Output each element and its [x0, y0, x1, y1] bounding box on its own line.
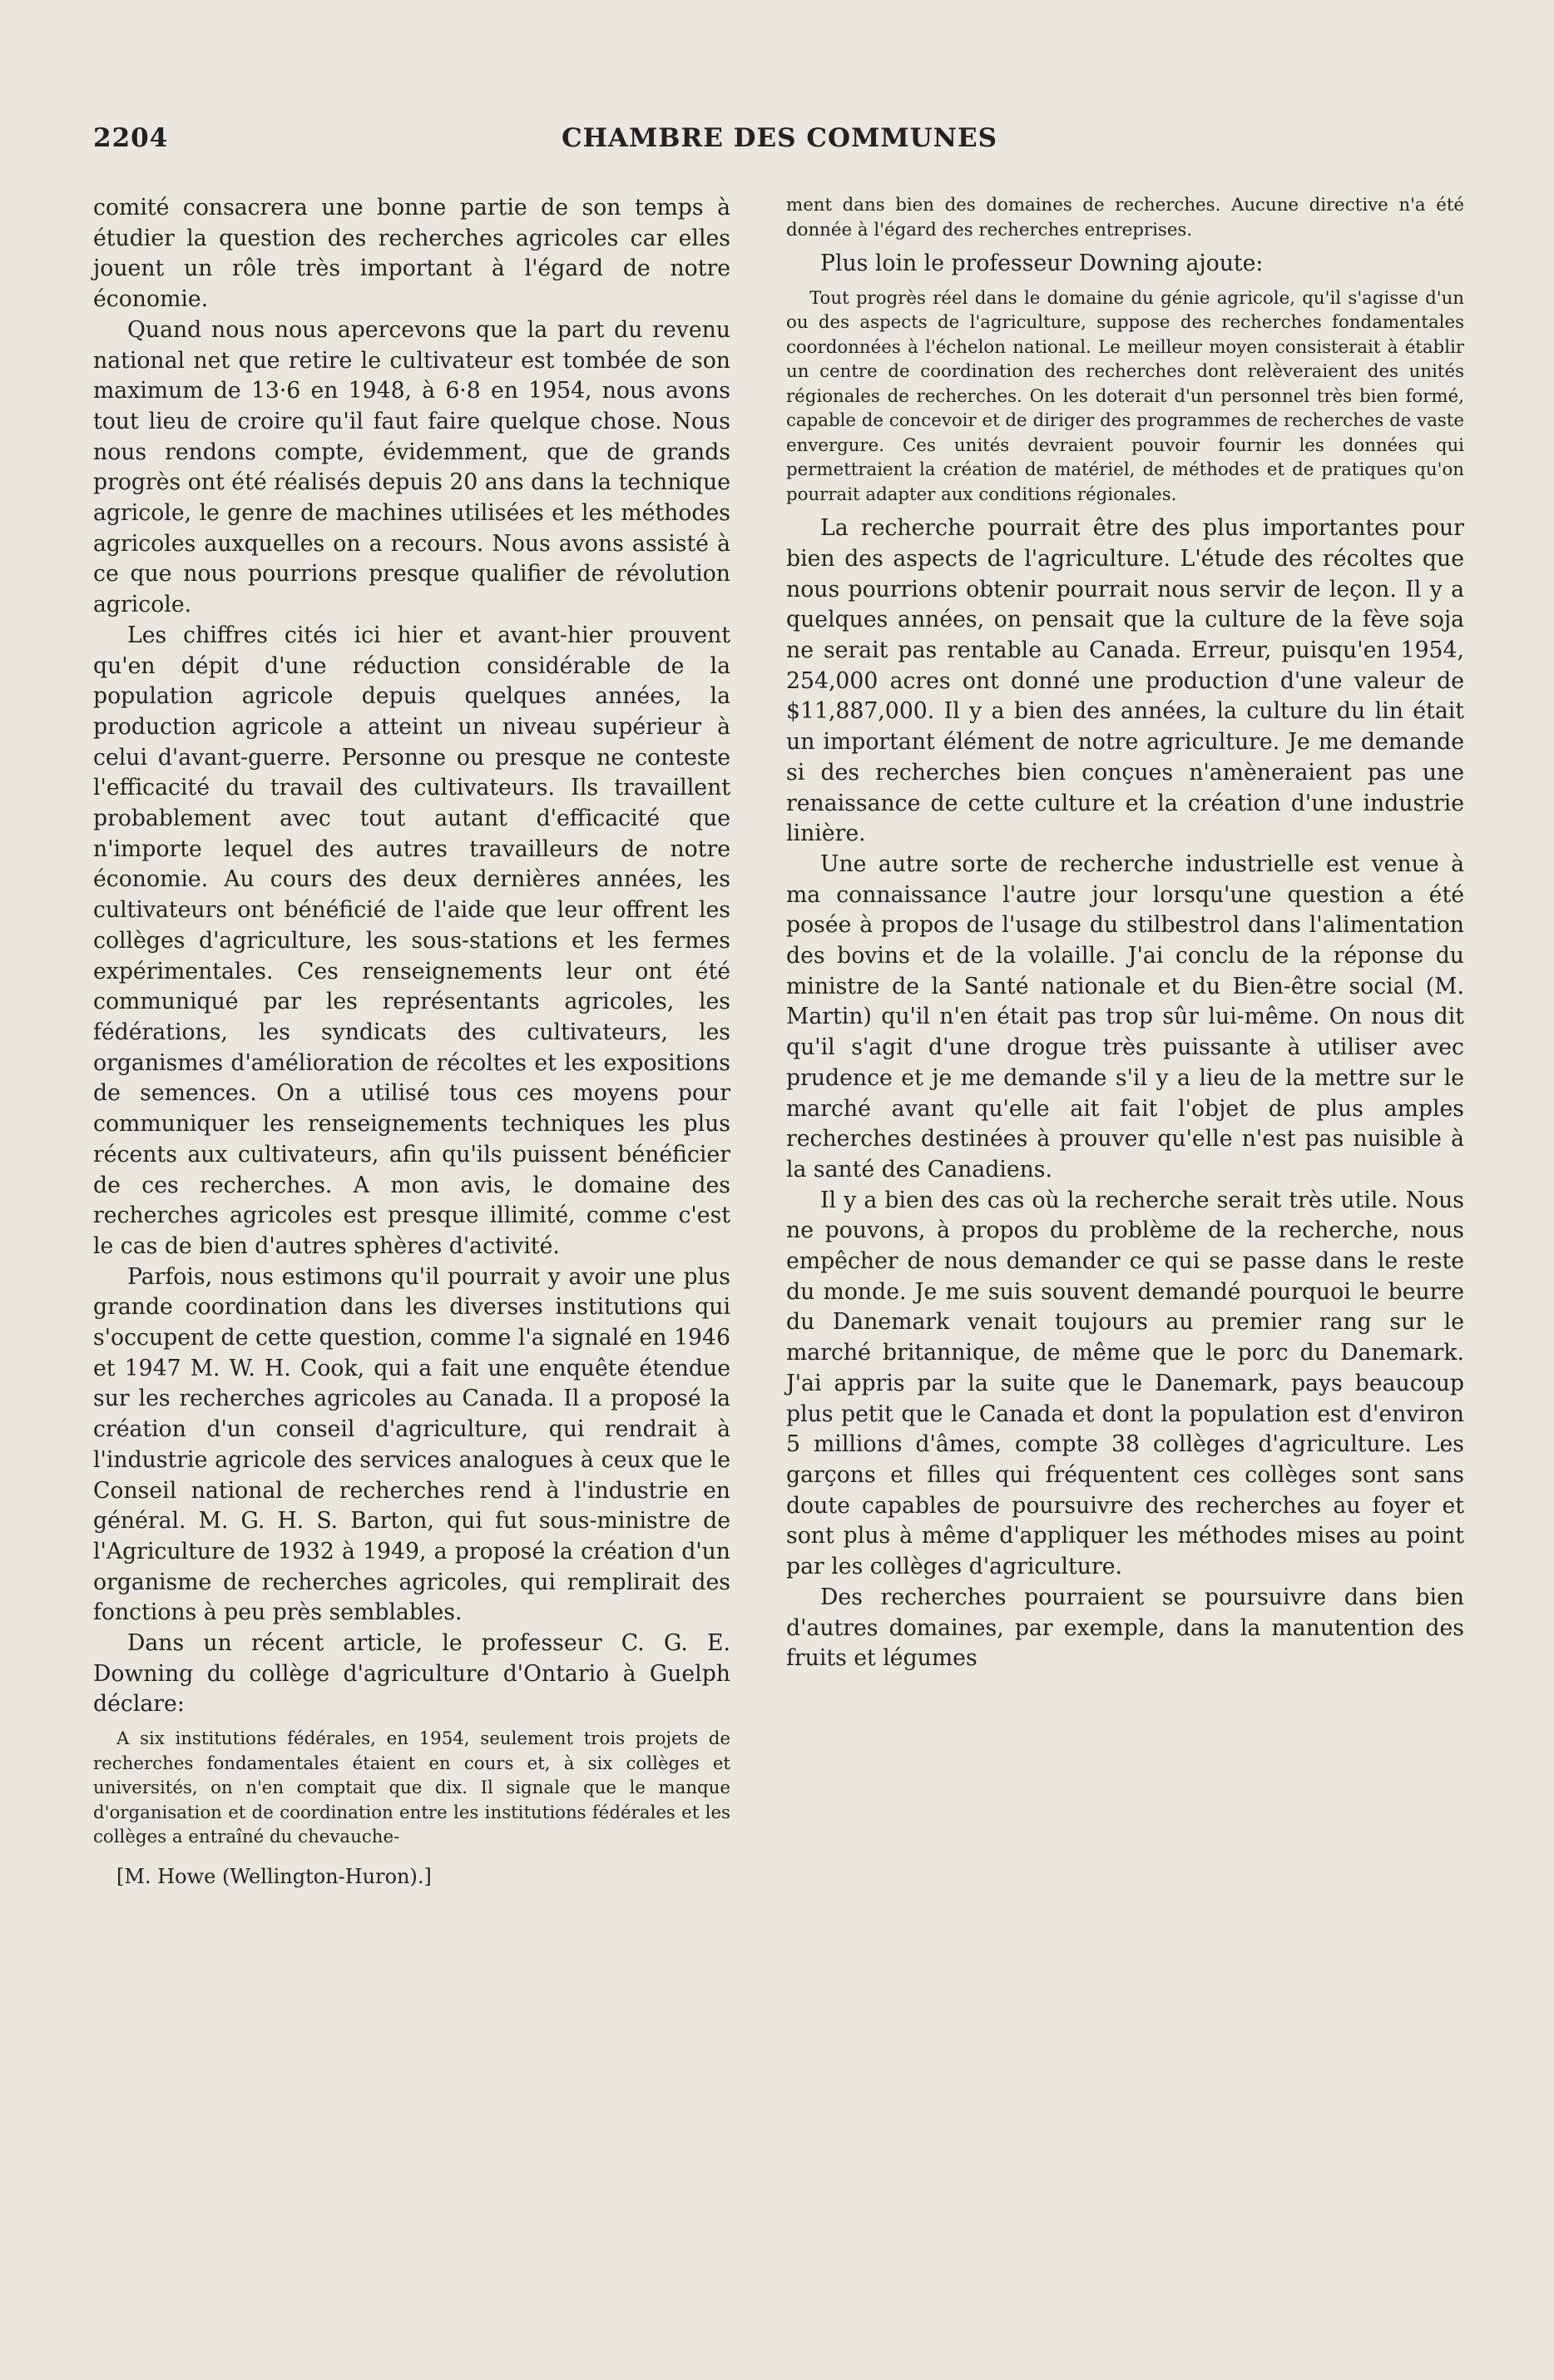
paragraph: Parfois, nous estimons qu'il pourrait y avoir une plus grande coordination dans les diverses institutions qui s'occupent de cette question, comme l'a signalé en 1946 et 1947 M. W. H. Cook, qui a fait une enquête étendue sur les recherches agricoles au Canada. Il a proposé la création d'un conseil d'agriculture, qui rendrait à l'industrie agricole des services analogues à ceux que le Conseil national de recherches rend à l'industrie en général. M. G. H. S. Barton, qui fut sous-ministre de l'Agriculture de 1932 à 1949, a proposé la création d'un organisme de recherches agricoles, qui remplirait des fonctions à peu près semblables. [93, 1263, 730, 1626]
quote-intro: Plus loin le professeur Downing ajoute: [820, 250, 1264, 276]
page-number: 2204 [93, 123, 169, 153]
block-quote: A six institutions fédérales, en 1954, seulement trois projets de recherches fondamentales étaient en cours et, à six collèges et universités, on n'en comptait que dix. Il signale que le manque d'organisation et de coordination entre les institutions fédérales et les collèges a entraîné du chevauche- [93, 1728, 730, 1848]
page-header [93, 123, 1466, 165]
paragraph: La recherche pourrait être des plus importantes pour bien des aspects de l'agriculture. L'étude des récoltes que nous pourrions obtenir pourrait nous servir de leçon. Il y a quelques années, on pensait que la culture de la fève soja ne serait pas rentable au Canada. Erreur, puisqu'en 1954, 254,000 acres ont donné une production d'une valeur de $11,887,000. Il y a bien des années, la culture du lin était un important élément de notre agriculture. Je me demande si des recherches bien conçues n'amèneraient pas une renaissance de cette culture et la création d'une industrie linière. [786, 515, 1464, 847]
left-column [93, 193, 730, 1892]
block-quote-continuation: ment dans bien des domaines de recherches. Aucune directive n'a été donnée à l'égard des recherches entreprises. [786, 195, 1464, 240]
running-title: CHAMBRE DES COMMUNES [561, 123, 998, 153]
paragraph: comité consacrera une bonne partie de son temps à étudier la question des recherches agricoles car elles jouent un rôle très important à l'égard de notre économie. [93, 195, 730, 313]
paragraph: Une autre sorte de recherche industrielle est venue à ma connaissance l'autre jour lorsqu'une question a été posée à propos de l'usage du stilbestrol dans l'alimentation des bovins et de la volaille. J'ai conclu de la réponse du ministre de la Santé nationale et du Bien-être social (M. Martin) qu'il n'en était pas trop sûr lui-même. On nous dit qu'il s'agit d'une drogue très puissante à utiliser avec prudence et je me demande s'il y a lieu de la mettre sur le marché avant qu'elle ait fait l'objet de plus amples recherches destinées à prouver qu'elle n'est pas nuisible à la santé des Canadiens. [786, 850, 1464, 1183]
right-column [786, 193, 1464, 1674]
speaker-attribution: [M. Howe (Wellington-Huron).] [116, 1864, 432, 1888]
paragraph: Dans un récent article, le professeur C. G. E. Downing du collège d'agriculture d'Ontario à Guelph déclare: [93, 1630, 730, 1718]
paragraph: Des recherches pourraient se poursuivre dans bien d'autres domaines, par exemple, dans la manutention des fruits et légumes [786, 1584, 1464, 1672]
block-quote: Tout progrès réel dans le domaine du génie agricole, qu'il s'agisse d'un ou des aspects de l'agriculture, suppose des recherches fondamentales coordonnées à l'échelon national. Le meilleur moyen consisterait à établir un centre de coordination des recherches dont relèveraient des unités régionales de recherches. On les doterait d'un personnel très bien formé, capable de concevoir et de diriger des programmes de recherches de vaste envergure. Ces unités devraient pouvoir fournir les données qui permettraient la création de matériel, de méthodes et de pratiques qu'on pourrait adapter aux conditions régionales. [786, 287, 1464, 505]
paragraph: Quand nous nous apercevons que la part du revenu national net que retire le cultivateur est tombée de son maximum de 13·6 en 1948, à 6·8 en 1954, nous avons tout lieu de croire qu'il faut faire quelque chose. Nous nous rendons compte, évidemment, que de grands progrès ont été réalisés depuis 20 ans dans la technique agricole, le genre de machines utilisées et les méthodes agricoles auxquelles on a recours. Nous avons assisté à ce que nous pourrions presque qualifier de révolution agricole. [93, 316, 730, 618]
paragraph: Il y a bien des cas où la recherche serait très utile. Nous ne pouvons, à propos du problème de la recherche, nous empêcher de nous demander ce qui se passe dans le reste du monde. Je me suis souvent demandé pourquoi le beurre du Danemark venait toujours au premier rang sur le marché britannique, de même que le porc du Danemark. J'ai appris par la suite que le Danemark, pays beaucoup plus petit que le Canada et dont la population est d'environ 5 millions d'âmes, compte 38 collèges d'agriculture. Les garçons et filles qui fréquentent ces collèges sont sans doute capables de poursuivre des recherches au foyer et sont plus à même d'appliquer les méthodes mises au point par les collèges d'agriculture. [786, 1187, 1464, 1580]
paragraph: Les chiffres cités ici hier et avant-hier prouvent qu'en dépit d'une réduction considérable de la population agricole depuis quelques années, la production agricole a atteint un niveau supérieur à celui d'avant-guerre. Personne ou presque ne conteste l'efficacité du travail des cultivateurs. Ils travaillent probablement avec tout autant d'efficacité que n'importe lequel des autres travailleurs de notre économie. Au cours des deux dernières années, les cultivateurs ont bénéficié de l'aide que leur offrent les collèges d'agriculture, les sous-stations et les fermes expérimentales. Ces renseignements leur ont été communiqué par les représentants agricoles, les fédérations, les syndicats des cultivateurs, les organismes d'amélioration de récoltes et les expositions de semences. On a utilisé tous ces moyens pour communiquer les renseignements techniques les plus récents aux cultivateurs, afin qu'ils puissent bénéficier de ces recherches. A mon avis, le domaine des recherches agricoles est presque illimité, comme c'est le cas de bien d'autres sphères d'activité. [93, 622, 730, 1259]
